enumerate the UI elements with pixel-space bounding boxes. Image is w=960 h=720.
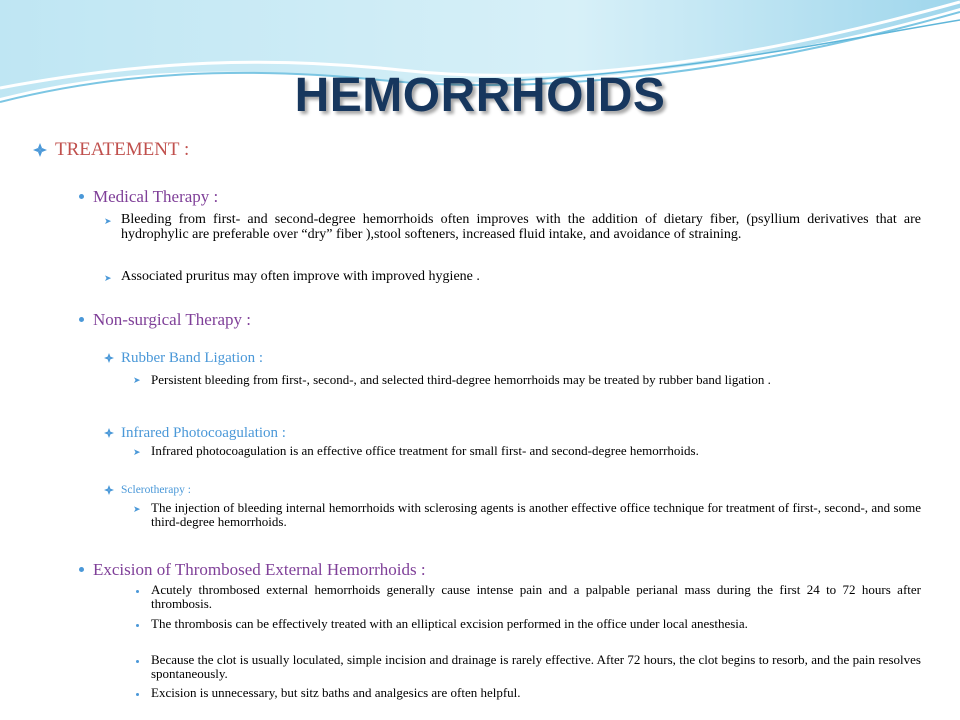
- rubber-band-heading: Rubber Band Ligation :: [121, 350, 264, 366]
- excision-item-4: Excision is unnecessary, but sitz baths and analgesics are often helpful.: [151, 685, 521, 700]
- small-bullet-icon: [136, 590, 139, 593]
- medical-item-2: Associated pruritus may often improve with improved hygiene .: [121, 269, 480, 284]
- medical-therapy-heading: Medical Therapy :: [93, 187, 219, 206]
- excision-item-2: The thrombosis can be effectively treated with an elliptical excision performed in the office under local anesthesia.: [151, 616, 748, 631]
- round-bullet-icon: [79, 567, 84, 572]
- small-bullet-icon: [136, 660, 139, 663]
- round-bullet-icon: [79, 194, 84, 199]
- medical-item-1: Bleeding from first- and second-degree hemorrhoids often improves with the addition of dietary fiber, (psyllium derivatives that are hydrophylic are preferable over “dry” fiber ),stool softeners, increased fluid intake, and avoidance of straining.: [121, 212, 921, 242]
- small-bullet-icon: [136, 693, 139, 696]
- section-heading-treatment: TREATEMENT :: [55, 139, 190, 160]
- diamond-bullet-icon: [33, 143, 47, 157]
- diamond-bullet-icon: [104, 428, 114, 438]
- infrared-heading: Infrared Photocoagulation :: [121, 425, 286, 441]
- rubber-band-item: Persistent bleeding from first-, second-, and selected third-degree hemorrhoids may be treated by rubber band ligation .: [151, 372, 771, 387]
- sclerotherapy-heading: Sclerotherapy :: [121, 484, 191, 496]
- slide-title: HEMORRHOIDS: [294, 69, 666, 122]
- arrow-bullet-icon: ➤: [104, 273, 112, 283]
- sclerotherapy-item: The injection of bleeding internal hemorrhoids with sclerosing agents is another effective office technique for treatment of first-, second-, and some third-degree hemorrhoids.: [151, 500, 921, 529]
- arrow-bullet-icon: ➤: [133, 375, 141, 385]
- excision-item-3: Because the clot is usually loculated, simple incision and drainage is rarely effective. After 72 hours, the clot begins to resorb, and the pain resolves spontaneously.: [151, 652, 921, 681]
- small-bullet-icon: [136, 624, 139, 627]
- excision-item-1: Acutely thrombosed external hemorrhoids generally cause intense pain and a palpable perianal mass during the first 24 to 72 hours after thrombosis.: [151, 582, 921, 611]
- nonsurgical-therapy-heading: Non-surgical Therapy :: [93, 310, 251, 329]
- arrow-bullet-icon: ➤: [104, 216, 112, 226]
- arrow-bullet-icon: ➤: [133, 504, 141, 514]
- infrared-item: Infrared photocoagulation is an effective office treatment for small first- and second-degree hemorrhoids.: [151, 443, 699, 458]
- round-bullet-icon: [79, 317, 84, 322]
- diamond-bullet-icon: [104, 353, 114, 363]
- arrow-bullet-icon: ➤: [133, 447, 141, 457]
- diamond-bullet-icon: [104, 485, 114, 495]
- excision-heading: Excision of Thrombosed External Hemorrhoids :: [93, 560, 426, 579]
